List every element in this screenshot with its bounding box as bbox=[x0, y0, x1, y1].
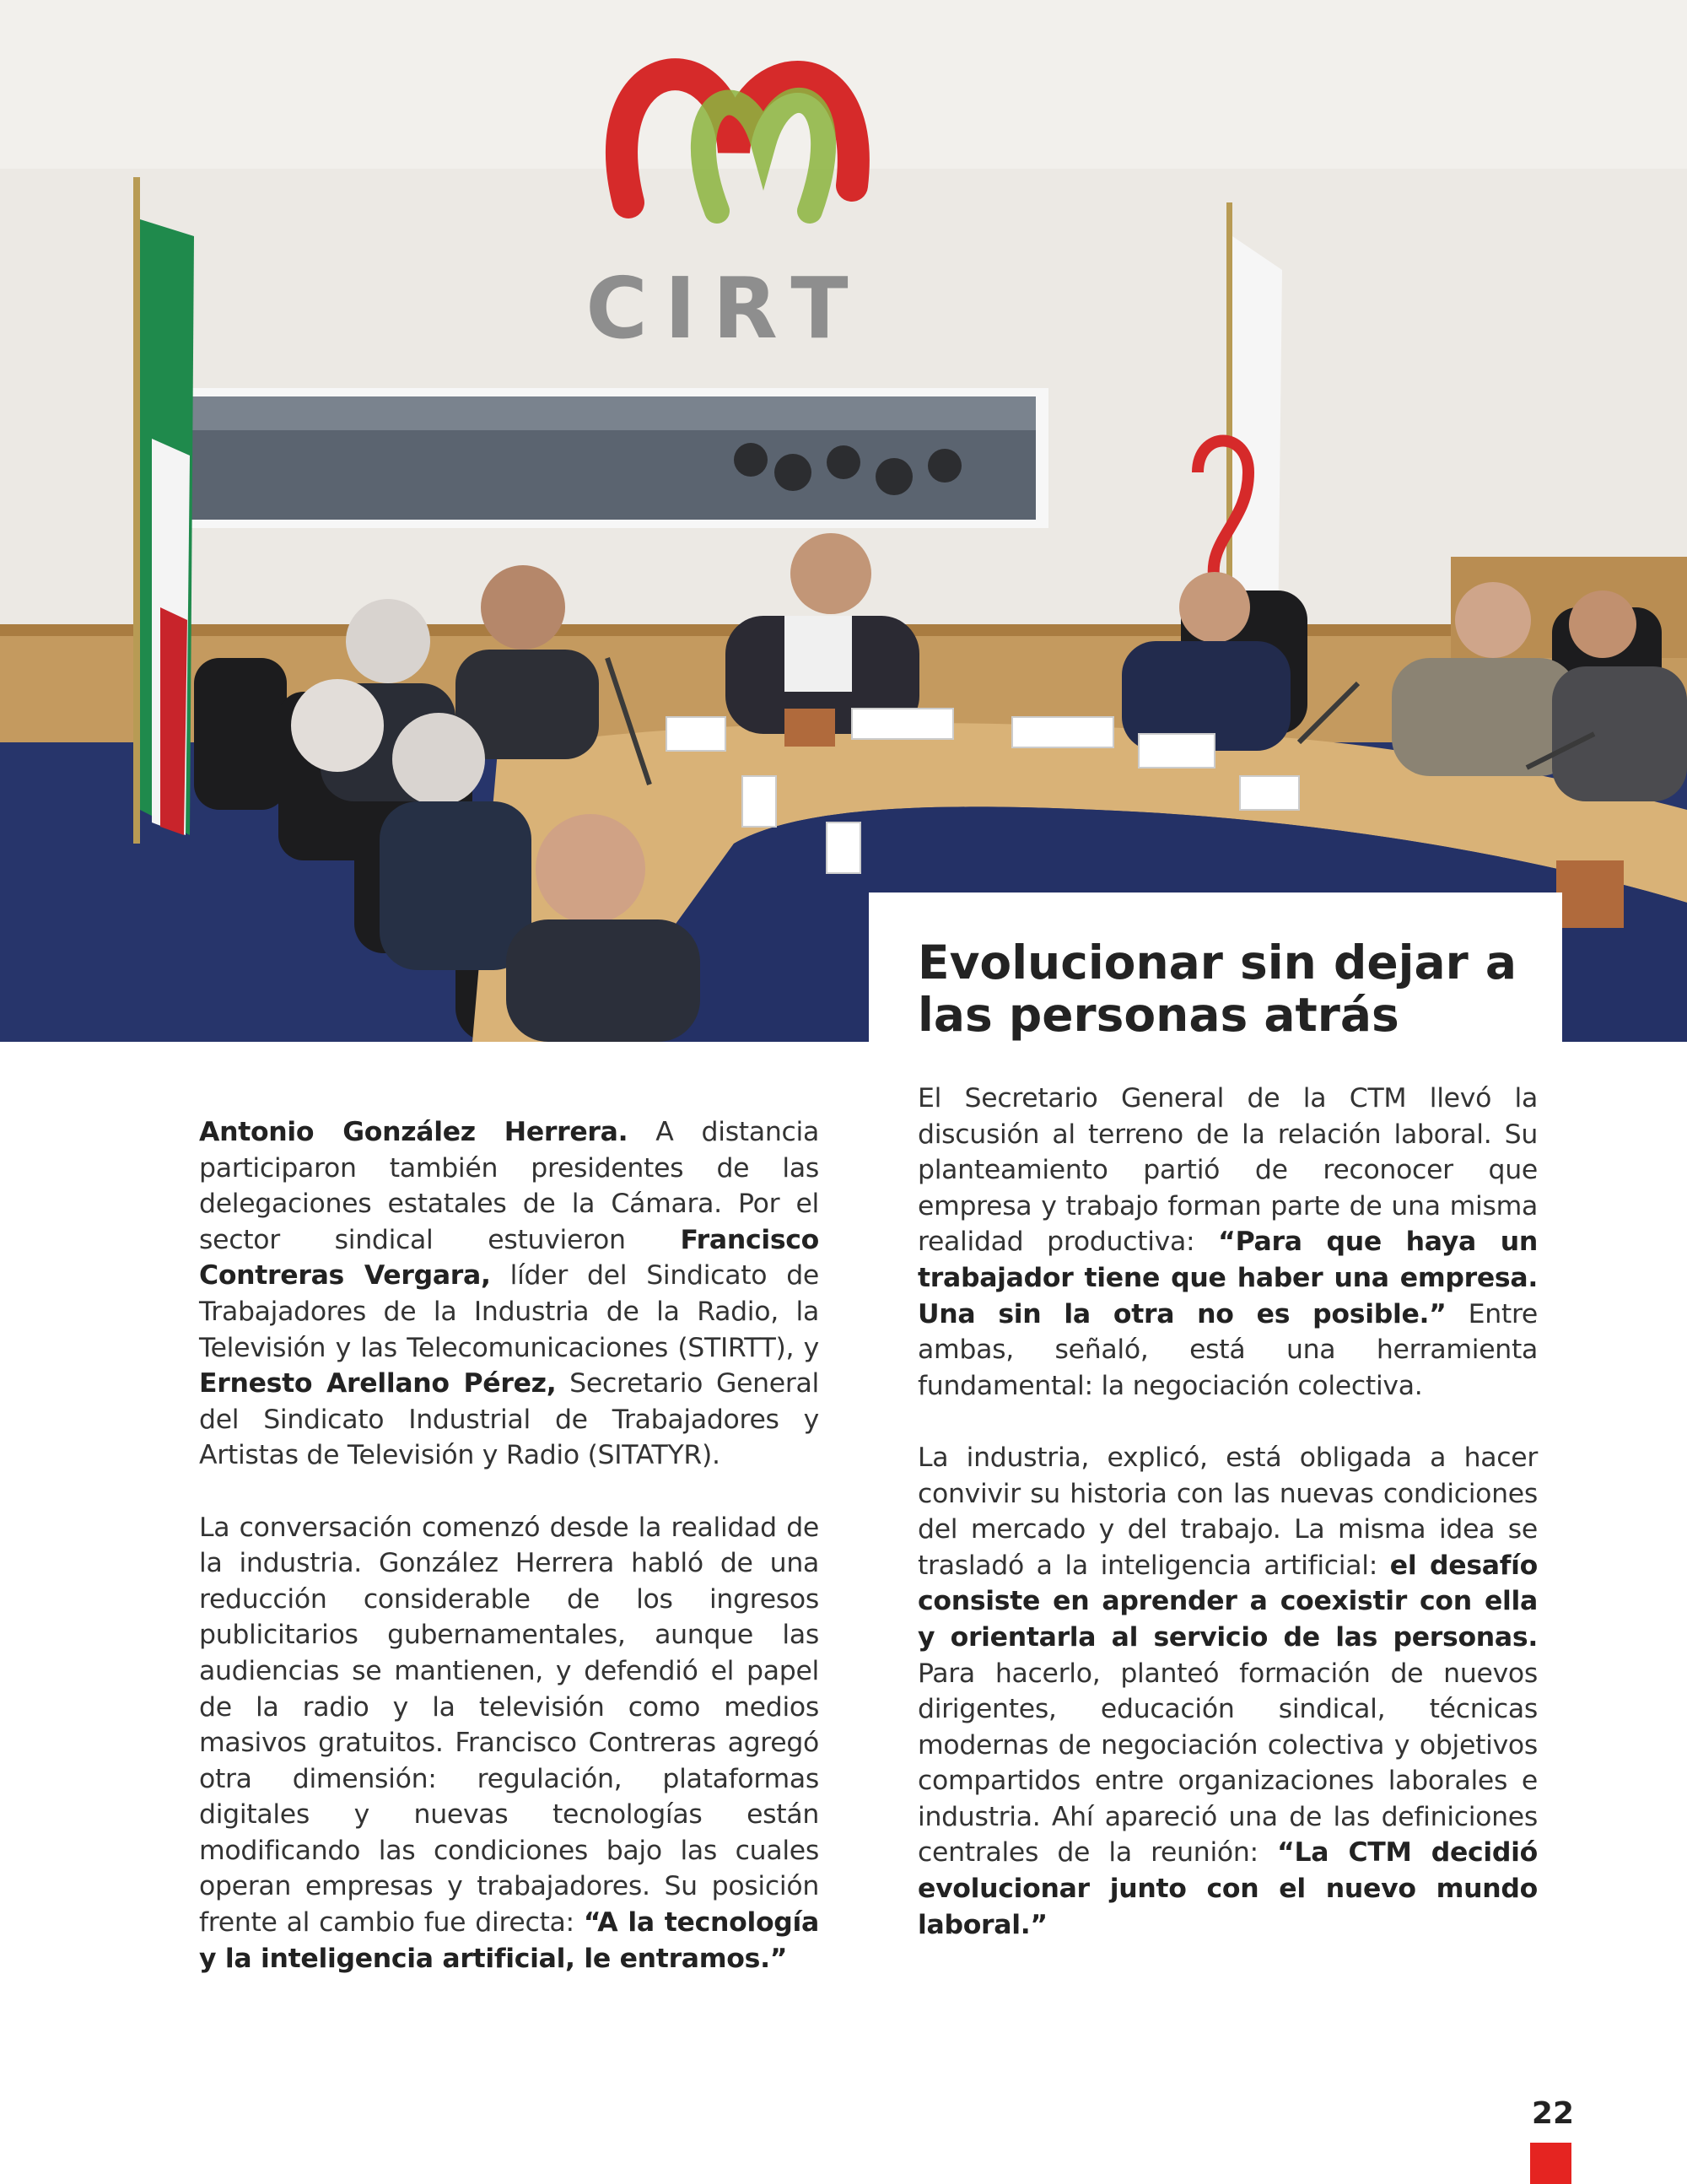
left-text-column bbox=[199, 1114, 819, 2013]
bold-text-run: “Para que haya un trabajador tiene que haber una empresa. Una sin la otra no es posible.” bbox=[918, 1227, 1539, 1329]
bold-text-run: “A la tecnología y la inteligencia artificial, le entramos.” bbox=[199, 1907, 819, 1974]
text-run: líder del Sindicato de Trabajadores de la Industria de la Radio, la Televisión y las Telecomunicaciones (STIRTT), y bbox=[199, 1260, 819, 1363]
cirt-logo-text: CIRT bbox=[585, 259, 865, 358]
text-run: Secretario General del Sindicato Industrial de Trabajadores y Artistas de Televisión y Radio (SITATYR). bbox=[199, 1368, 819, 1471]
text-run: El Secretario General de la CTM llevó la discusión al terreno de la relación laboral. Su planteamiento partió de reconocer que empresa y trabajo forman parte de una misma realidad productiva: bbox=[918, 1083, 1538, 1258]
text-run: Para hacerlo, planteó formación de nuevos dirigentes, educación sindical, técnicas modernas de negociación colectiva y objetivos compartidos entre organizaciones laborales e industria. Ahí apareció una de las definiciones centrales de la reunión: bbox=[918, 1658, 1538, 1869]
text-run: A distancia participaron también presidentes de las delegaciones estatales de la Cámara. Por el sector sindical estuvieron bbox=[199, 1117, 819, 1255]
article-heading: Evolucionar sin dejar a las personas atrás bbox=[918, 936, 1517, 1042]
page-accent-square bbox=[1530, 2143, 1571, 2184]
bold-text-run: Antonio González Herrera. bbox=[199, 1117, 628, 1147]
bold-text-run: “La CTM decidió evolucionar junto con el nuevo mundo laboral.” bbox=[918, 1837, 1538, 1940]
right-paragraph-2 bbox=[918, 1440, 1538, 1943]
right-paragraph-1 bbox=[918, 1081, 1538, 1404]
bold-text-run: el desafío consiste en aprender a coexistir con ella y orientarla al servicio de las personas. bbox=[918, 1550, 1538, 1653]
text-run: Entre ambas, señaló, está una herramienta fundamental: la negociación colectiva. bbox=[918, 1298, 1538, 1401]
right-text-column bbox=[918, 1081, 1538, 1979]
page-number: 22 bbox=[1531, 2096, 1574, 2131]
left-paragraph-2 bbox=[199, 1510, 819, 1977]
bold-text-run: Francisco Contreras Vergara, bbox=[199, 1224, 819, 1292]
left-paragraph-1 bbox=[199, 1114, 819, 1474]
text-run: La conversación comenzó desde la realidad de la industria. González Herrera habló de una reducción considerable de los ingresos publicitarios gubernamentales, aunque las audiencias se mantienen, y defendió el papel de la radio y la televisión como medios masivos gratuitos. Francisco Contreras agregó otra dimensión: regulación, plataformas digitales y nuevas tecnologías están modificando las condiciones bajo las cuales operan empresas y trabajadores. Su posición frente al cambio fue directa: bbox=[199, 1512, 819, 1939]
meeting-photo bbox=[0, 0, 1687, 1042]
text-run: La industria, explicó, está obligada a hacer convivir su historia con las nuevas condiciones del mercado y del trabajo. La misma idea se trasladó a la inteligencia artificial: bbox=[918, 1442, 1538, 1581]
bold-text-run: Ernesto Arellano Pérez, bbox=[199, 1368, 557, 1399]
